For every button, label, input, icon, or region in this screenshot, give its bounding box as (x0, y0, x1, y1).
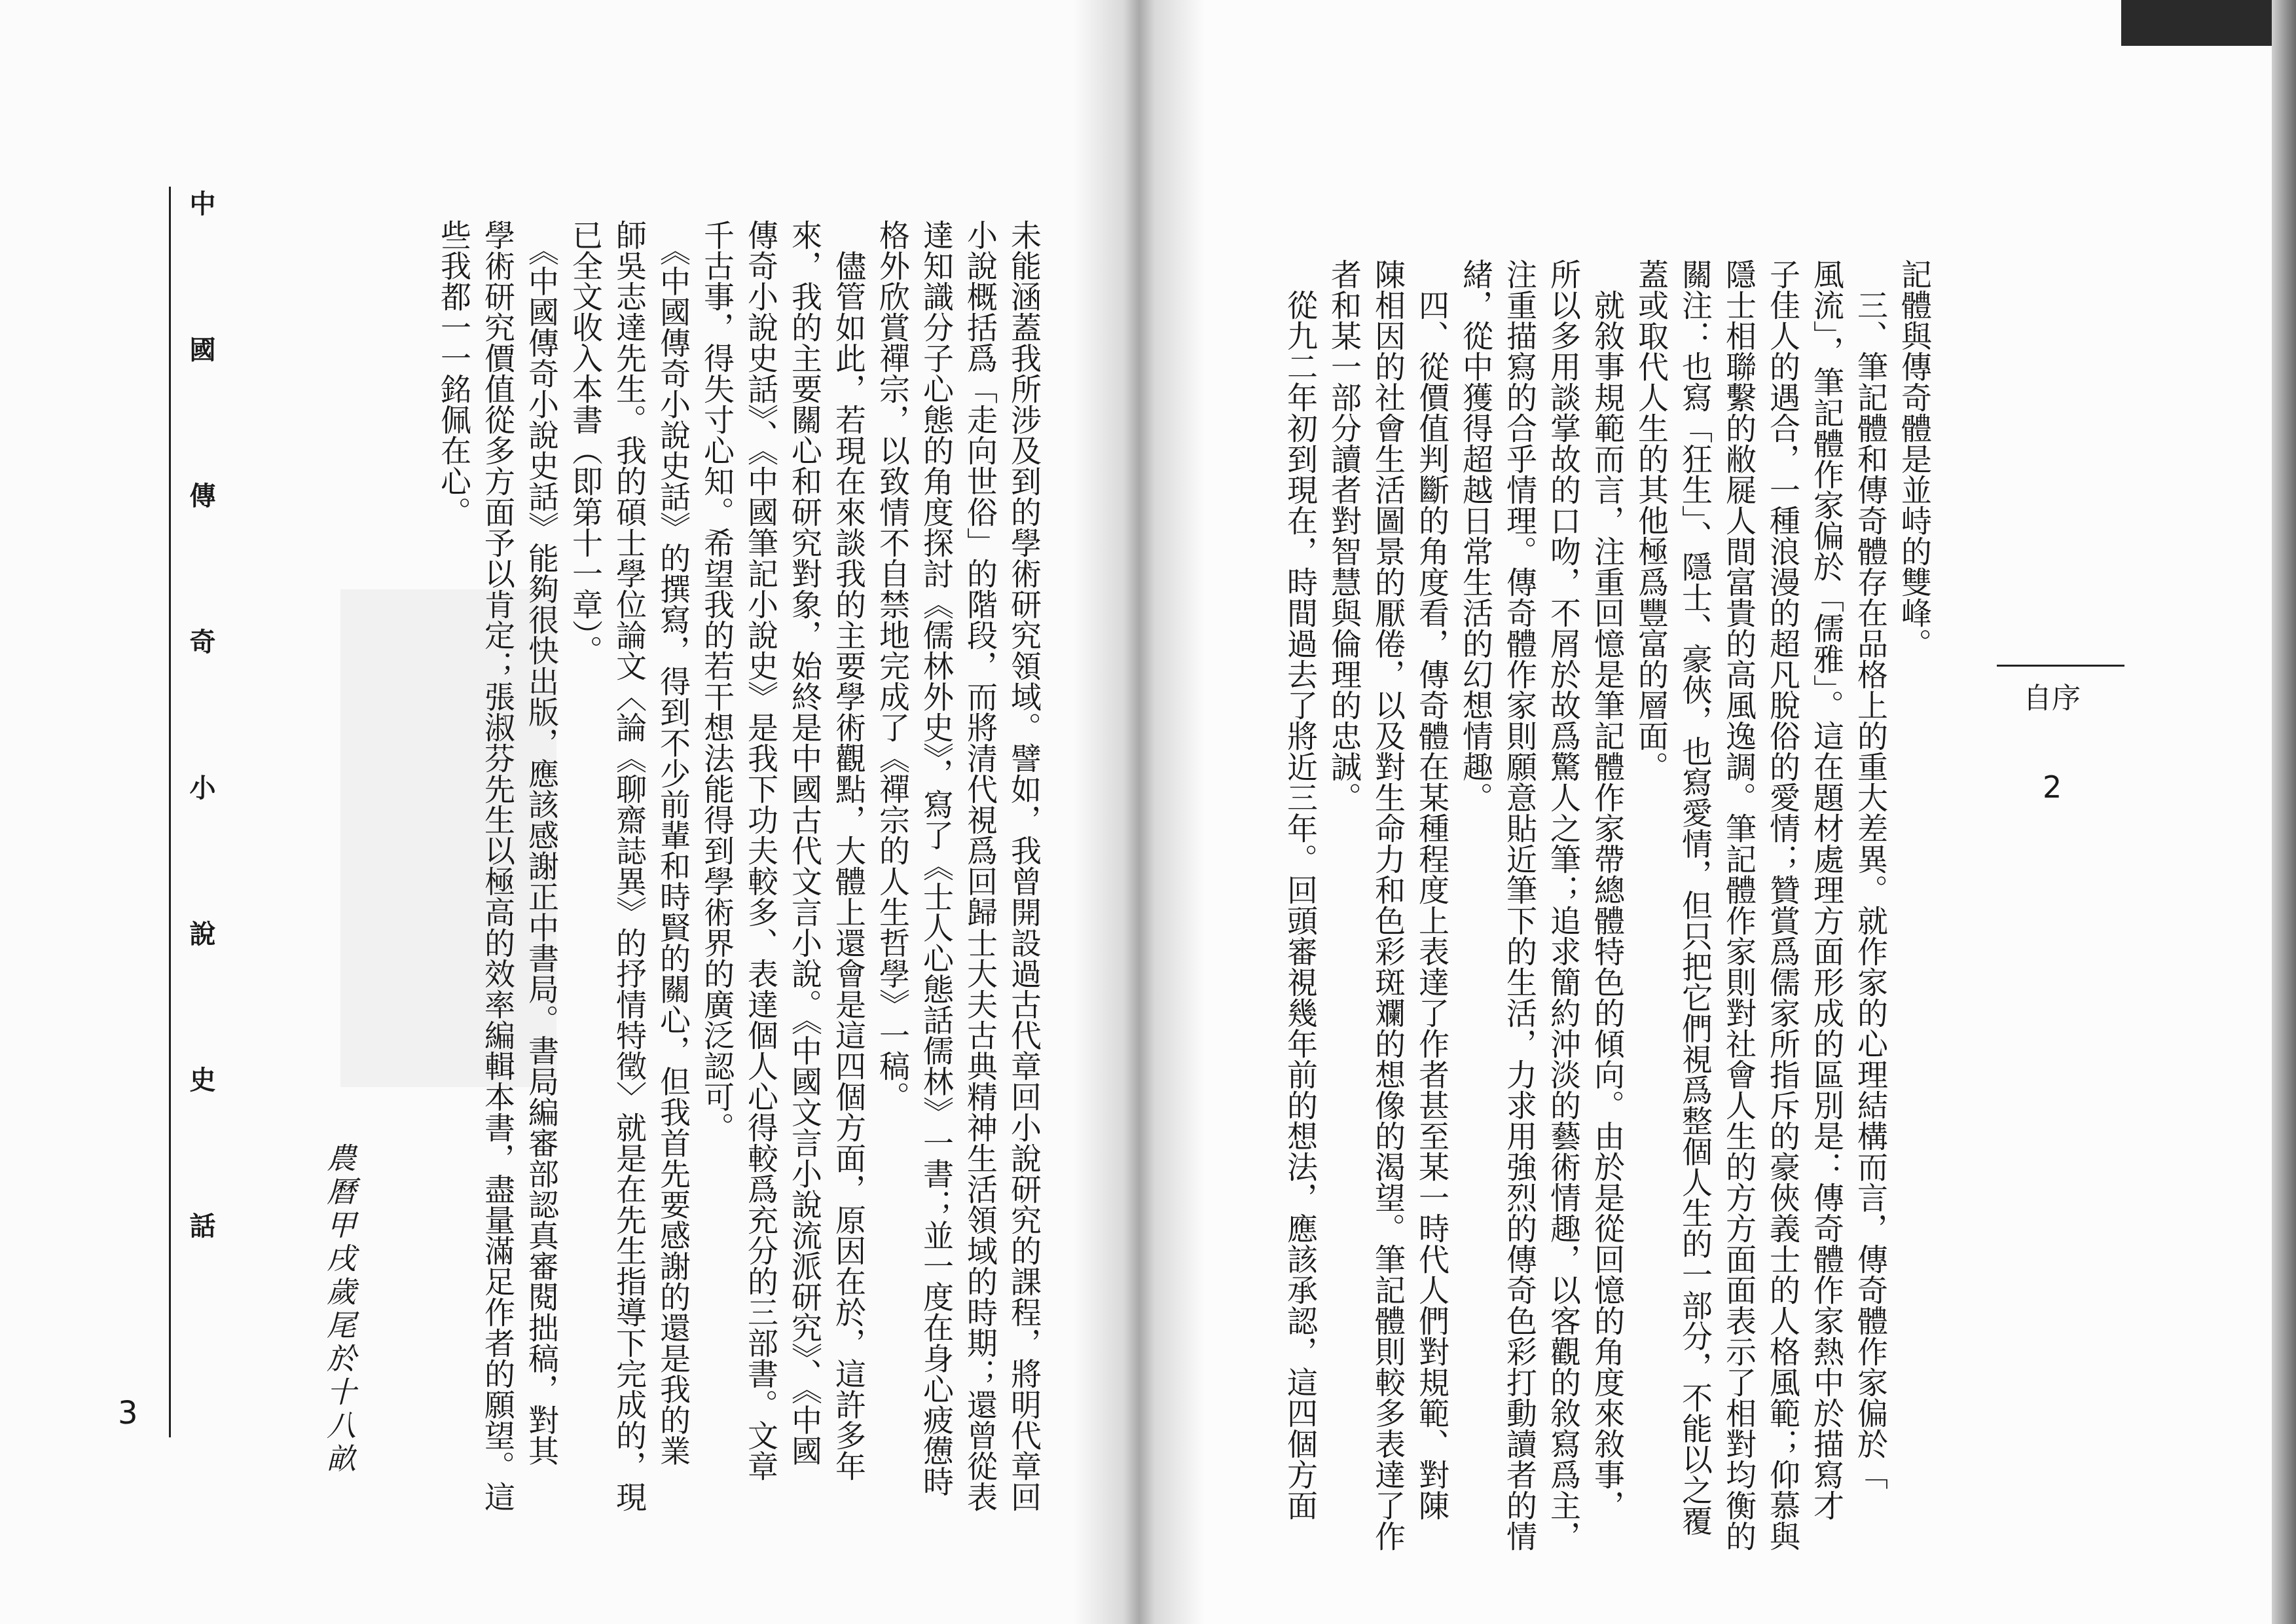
text-column: 達知識分子心態的角度探討《儒林外史》，寫了《士人心態話儒林》一書；並一度在身心疲憊時 (918, 219, 954, 1497)
text-column: 儘管如此，若現在來談我的主要學術觀點，大體上還會是這四個方面，原因在於，這許多年 (830, 219, 866, 1481)
text-column: 隱士相聯繫的敝屣人間富貴的高風逸調。筆記體作家則對社會人生的方方面面表示了相對均衡的 (1721, 259, 1757, 1551)
text-column: 子佳人的遇合，一種浪漫的超凡脫俗的愛情；贊賞爲儒家所指斥的豪俠義士的人格風範；仰慕與 (1764, 259, 1800, 1551)
text-column: 些我都一一銘佩在心。 (435, 219, 471, 527)
text-column: 緒，從中獲得超越日常生活的幻想情趣。 (1457, 259, 1493, 813)
book-gutter (1074, 0, 1205, 1624)
text-column: 者和某一部分讀者對智慧與倫理的忠誠。 (1326, 259, 1362, 813)
text-column: 四、從價值判斷的角度看，傳奇體在某種程度上表達了作者甚至某一時代人們對規範、對陳 (1413, 259, 1449, 1521)
text-column: 格外欣賞禪宗，以致情不自禁地完成了《禪宗的人生哲學》一稿。 (874, 219, 910, 1112)
text-column: 三、筆記體和傳奇體存在品格上的重大差異。就作家的心理結構而言，傳奇體作家偏於「 (1852, 259, 1888, 1490)
text-column: 已全文收入本書（即第十一章）。 (567, 219, 603, 666)
text-column: 就敘事規範而言，注重回憶是筆記體作家帶總體特色的傾向。由於是從回憶的角度來敘事， (1589, 259, 1625, 1521)
text-column: 所以多用談掌故的口吻，不屑於故爲驚人之筆；追求簡約沖淡的藝術情趣，以客觀的敘寫爲主， (1545, 259, 1581, 1551)
text-column: 傳奇小說史話》、《中國筆記小說史》是我下功夫較多、表達個人心得較爲充分的三部書。文章 (742, 219, 778, 1481)
text-column: 《中國傳奇小說史話》能夠很快出版，應該感謝正中書局。書局編審部認真審閱拙稿，對其 (523, 219, 559, 1466)
text-column: 來，我的主要關心和研究對象，始終是中國古代文言小說。《中國文言小說流派研究》、《中國 (786, 219, 822, 1466)
book-cover-edge-right (2272, 0, 2296, 1624)
running-head-right: 自序 (2023, 682, 2081, 715)
text-column: 《中國傳奇小說史話》的撰寫，得到不少前輩和時賢的關心，但我首先要感謝的還是我的業 (655, 219, 691, 1466)
text-column: 陳相因的社會生活圖景的厭倦，以及對生命力和色彩斑斕的想像的渴望。筆記體則較多表達了作 (1370, 259, 1406, 1551)
text-column: 記體與傳奇體是並峙的雙峰。 (1896, 259, 1932, 659)
page-number-left: 3 (118, 1395, 138, 1431)
text-column: 注重描寫的合乎情理。傳奇體作家則願意貼近筆下的生活，力求用強烈的傳奇色彩打動讀者的情 (1501, 259, 1537, 1551)
text-column: 從九二年初到現在，時間過去了將近三年。回頭審視幾年前的想法，應該承認，這四個方面 (1282, 259, 1318, 1521)
page-number-right: 2 (2043, 769, 2062, 805)
text-column: 小說概括爲「走向世俗」的階段，而將清代視爲回歸士大夫古典精神生活領域的時期；還曾從表 (962, 219, 998, 1512)
text-column: 未能涵蓋我所涉及到的學術研究領域。譬如，我曾開設過古代章回小說研究的課程，將明代章回 (1006, 219, 1042, 1512)
book-cover-edge-top (2121, 0, 2296, 46)
text-column: 關注：也寫「狂生」、隱士、豪俠，也寫愛情，但只把它們視爲整個人生的一部分，不能以之覆 (1677, 259, 1713, 1536)
header-rule-right (1997, 665, 2124, 667)
text-column: 師吳志達先生。我的碩士學位論文〈論《聊齋誌異》的抒情特徵〉就是在先生指導下完成的，現 (611, 219, 647, 1512)
author-signature-line: 農曆甲戌歲尾於十八畝 (321, 1143, 356, 1477)
running-head-left: 中國傳奇小說史話 (185, 190, 215, 1358)
text-column: 蓋或取代人生的其他極爲豐富的層面。 (1633, 259, 1669, 782)
text-column: 學術研究價值從多方面予以肯定；張淑芬先生以極高的效率編輯本書，盡量滿足作者的願望。這 (479, 219, 515, 1512)
header-rule-left (169, 187, 171, 1437)
text-column: 千古事，得失寸心知。希望我的若干想法能得到學術界的廣泛認可。 (699, 219, 735, 1143)
text-column: 風流」，筆記體作家偏於「儒雅」。這在題材處理方面形成的區別是：傳奇體作家熱中於描寫才 (1808, 259, 1844, 1521)
